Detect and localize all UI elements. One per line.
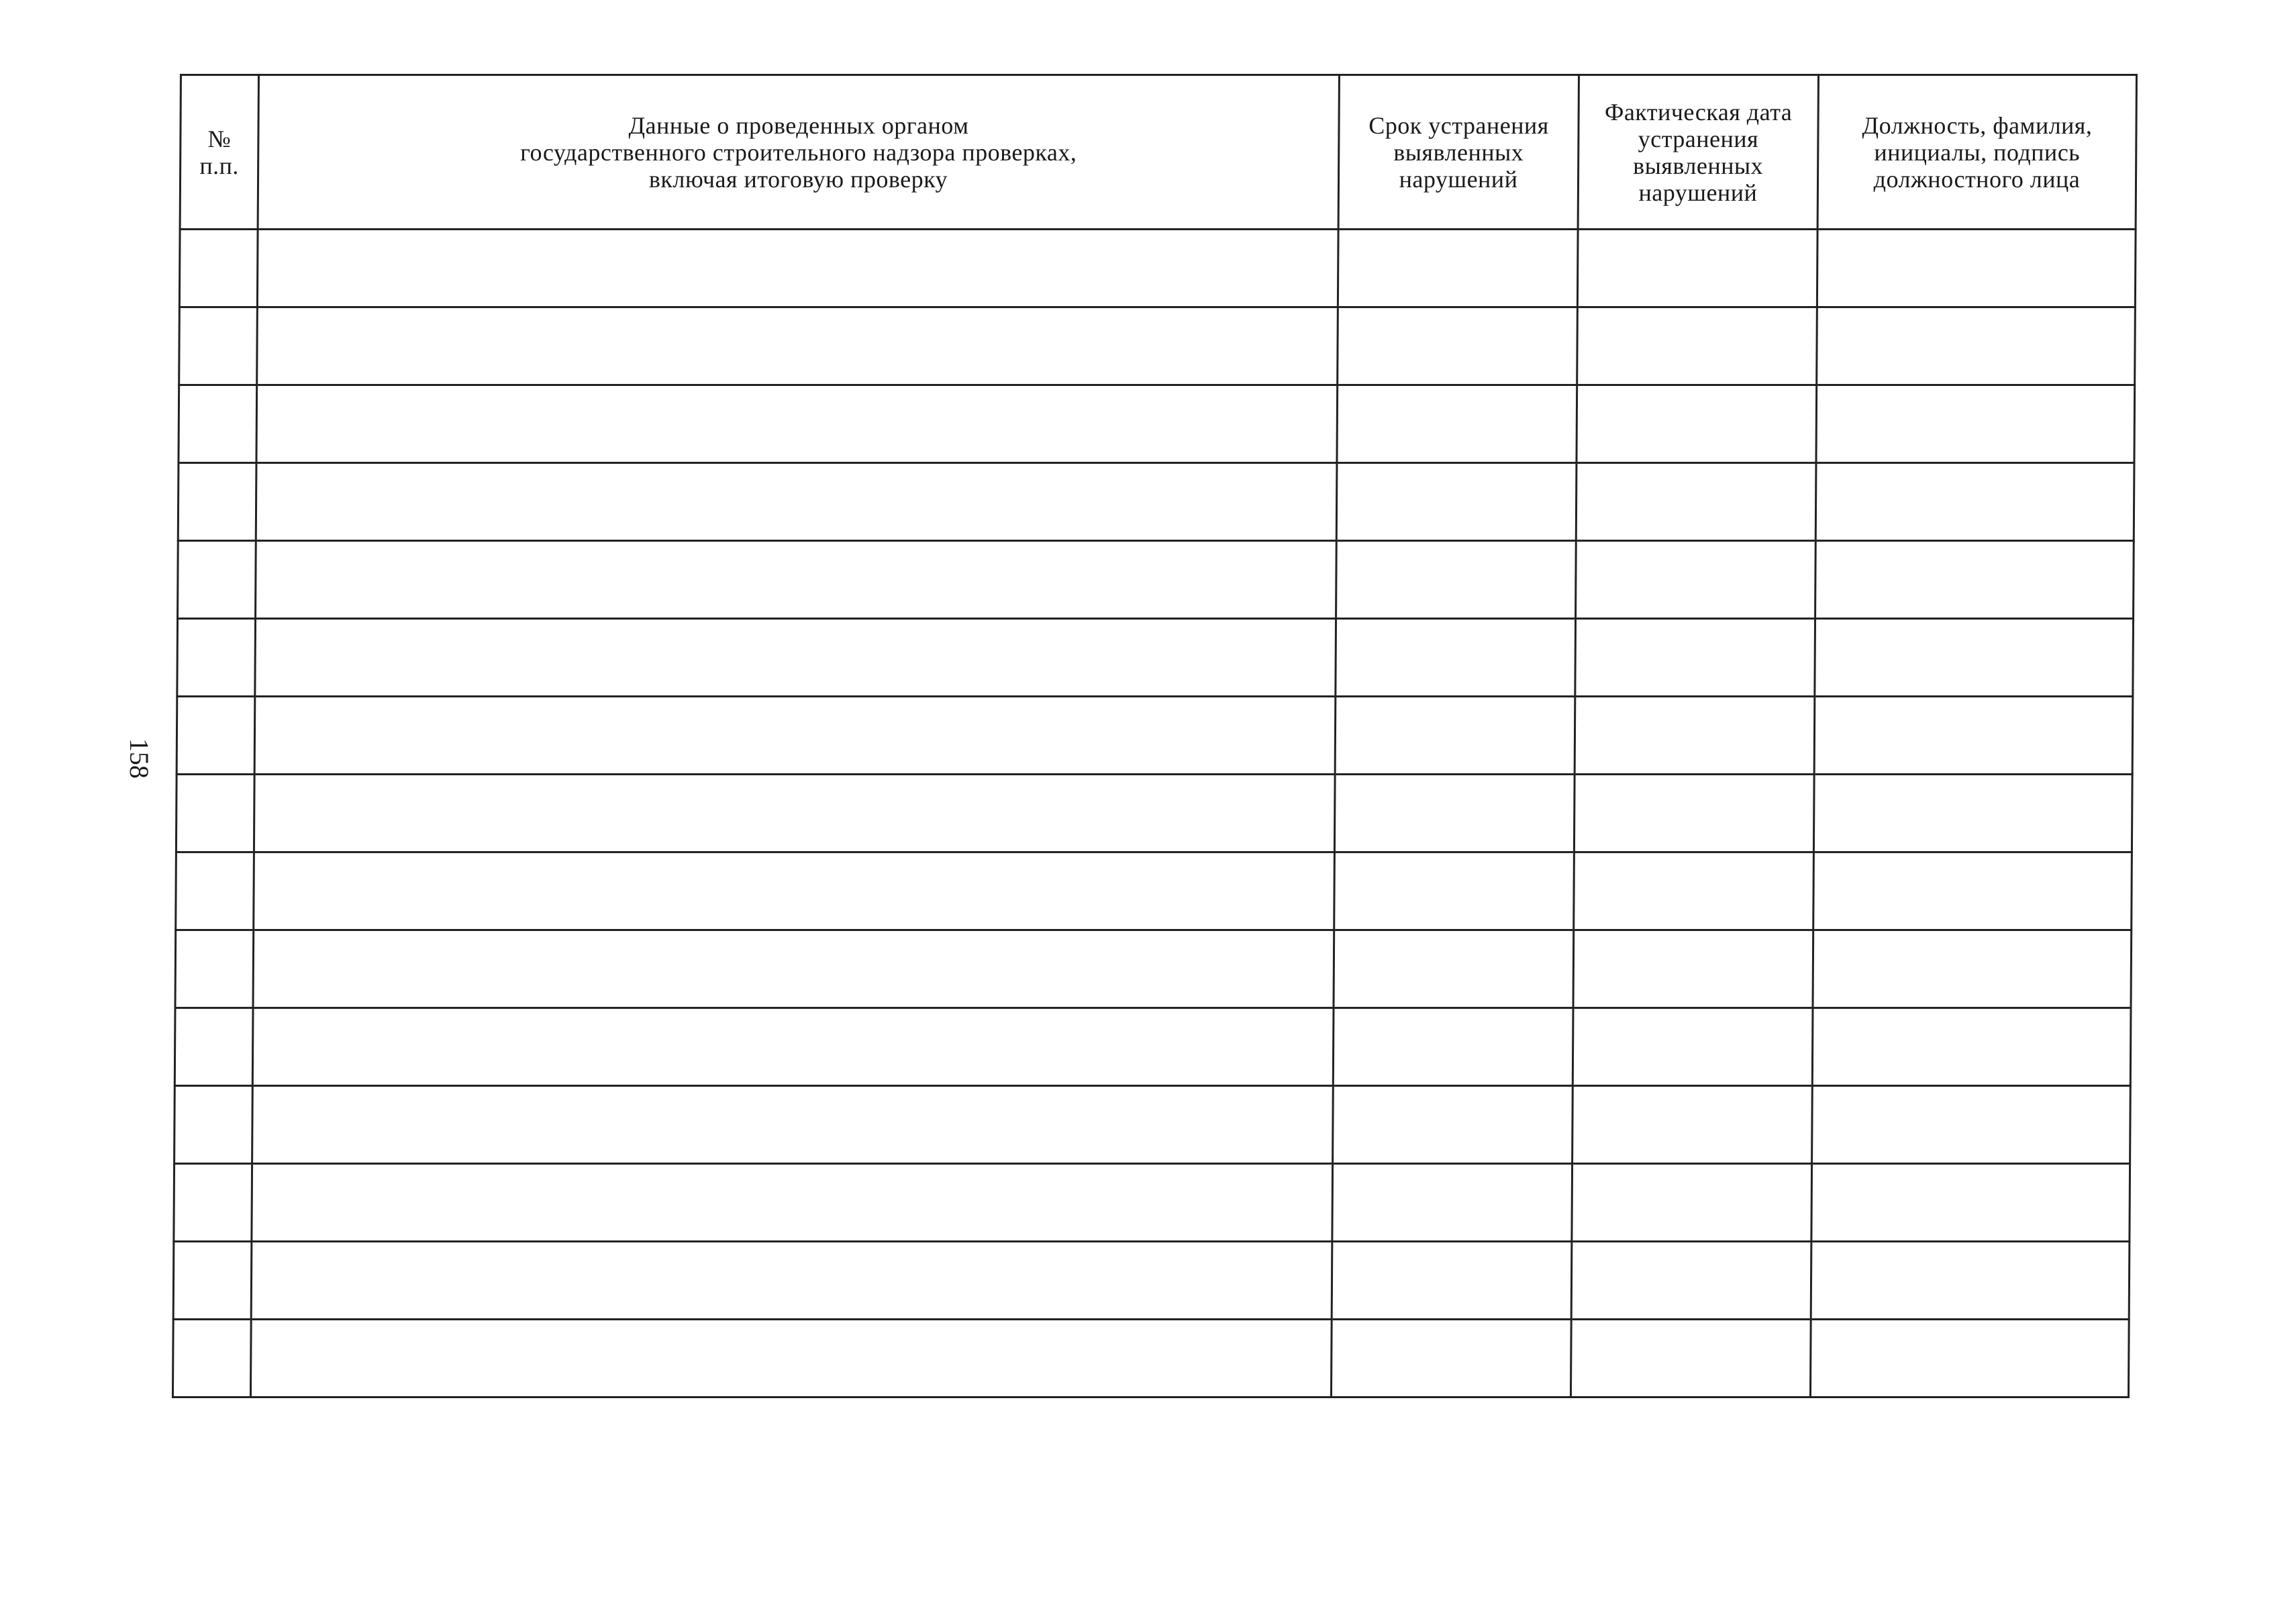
cell-deadline[interactable]: [1333, 1086, 1573, 1164]
table-row: [175, 930, 2132, 1008]
cell-number[interactable]: [176, 775, 254, 852]
cell-number[interactable]: [172, 1320, 251, 1398]
cell-deadline[interactable]: [1335, 697, 1575, 775]
cell-actual-date[interactable]: [1577, 385, 1817, 463]
cell-inspection-data[interactable]: [254, 775, 1335, 852]
cell-official-signature[interactable]: [1813, 852, 2132, 930]
cell-official-signature[interactable]: [1815, 619, 2134, 697]
table-row: [179, 307, 2136, 385]
header-deadline: Срок устранения выявленных нарушений: [1338, 75, 1579, 230]
cell-deadline[interactable]: [1334, 775, 1575, 852]
cell-actual-date[interactable]: [1575, 697, 1815, 775]
cell-actual-date[interactable]: [1575, 619, 1815, 697]
cell-number[interactable]: [174, 1086, 253, 1164]
cell-official-signature[interactable]: [1812, 1086, 2131, 1164]
table-row: [174, 1008, 2131, 1086]
header-number: № п.п.: [180, 75, 258, 230]
cell-actual-date[interactable]: [1577, 307, 1817, 385]
cell-inspection-data[interactable]: [252, 1164, 1333, 1242]
cell-deadline[interactable]: [1338, 230, 1578, 307]
cell-number[interactable]: [174, 1164, 252, 1242]
table-row: [179, 230, 2136, 307]
cell-actual-date[interactable]: [1574, 852, 1814, 930]
cell-actual-date[interactable]: [1571, 1242, 1811, 1320]
cell-deadline[interactable]: [1338, 307, 1578, 385]
cell-actual-date[interactable]: [1572, 1164, 1812, 1242]
cell-deadline[interactable]: [1331, 1320, 1571, 1398]
table-row: [174, 1086, 2131, 1164]
cell-official-signature[interactable]: [1811, 1242, 2130, 1320]
cell-inspection-data[interactable]: [253, 930, 1334, 1008]
cell-inspection-data[interactable]: [252, 1086, 1334, 1164]
table-row: [179, 385, 2135, 463]
cell-number[interactable]: [175, 930, 254, 1008]
table-row: [172, 1320, 2129, 1398]
cell-official-signature[interactable]: [1816, 385, 2135, 463]
header-inspection-data: Данные о проведенных органом государственного строительного надзора проверках, включая итоговую проверку: [258, 75, 1339, 230]
table-row: [173, 1242, 2130, 1320]
cell-actual-date[interactable]: [1573, 1008, 1813, 1086]
cell-deadline[interactable]: [1334, 852, 1575, 930]
cell-number[interactable]: [178, 463, 256, 541]
table-body: [172, 230, 2136, 1398]
page-number: 158: [124, 738, 155, 779]
cell-deadline[interactable]: [1334, 930, 1574, 1008]
cell-deadline[interactable]: [1336, 463, 1577, 541]
cell-official-signature[interactable]: [1810, 1320, 2129, 1398]
header-official-signature: Должность, фамилия, инициалы, подпись должностного лица: [1817, 75, 2136, 230]
cell-inspection-data[interactable]: [252, 1008, 1334, 1086]
cell-deadline[interactable]: [1337, 385, 1577, 463]
table-row: [177, 619, 2134, 697]
cell-actual-date[interactable]: [1577, 230, 1817, 307]
cell-official-signature[interactable]: [1811, 1164, 2130, 1242]
cell-deadline[interactable]: [1333, 1008, 1573, 1086]
cell-inspection-data[interactable]: [251, 1242, 1332, 1320]
cell-official-signature[interactable]: [1813, 775, 2132, 852]
cell-inspection-data[interactable]: [254, 852, 1335, 930]
cell-inspection-data[interactable]: [257, 307, 1338, 385]
cell-actual-date[interactable]: [1576, 463, 1816, 541]
header-actual-date: Фактическая дата устранения выявленных нарушений: [1578, 75, 1818, 230]
cell-official-signature[interactable]: [1817, 307, 2136, 385]
cell-number[interactable]: [177, 619, 256, 697]
table-row: [177, 697, 2133, 775]
cell-number[interactable]: [178, 541, 256, 619]
table-row: [178, 541, 2134, 619]
table-header-row: [180, 75, 2136, 230]
cell-number[interactable]: [177, 697, 255, 775]
cell-number[interactable]: [179, 385, 257, 463]
cell-official-signature[interactable]: [1815, 463, 2134, 541]
table-row: [178, 463, 2134, 541]
cell-number[interactable]: [176, 852, 254, 930]
cell-number[interactable]: [179, 307, 258, 385]
cell-inspection-data[interactable]: [250, 1320, 1332, 1398]
cell-inspection-data[interactable]: [256, 463, 1337, 541]
cell-inspection-data[interactable]: [257, 230, 1338, 307]
table-row: [176, 775, 2132, 852]
inspections-table: [172, 74, 2138, 1398]
cell-official-signature[interactable]: [1812, 1008, 2131, 1086]
cell-deadline[interactable]: [1336, 619, 1576, 697]
cell-actual-date[interactable]: [1574, 775, 1814, 852]
cell-deadline[interactable]: [1332, 1164, 1573, 1242]
table-row: [176, 852, 2132, 930]
cell-official-signature[interactable]: [1813, 930, 2132, 1008]
cell-inspection-data[interactable]: [255, 619, 1336, 697]
cell-inspection-data[interactable]: [256, 541, 1337, 619]
cell-number[interactable]: [174, 1008, 253, 1086]
cell-official-signature[interactable]: [1817, 230, 2136, 307]
cell-deadline[interactable]: [1332, 1242, 1572, 1320]
cell-inspection-data[interactable]: [256, 385, 1338, 463]
cell-actual-date[interactable]: [1576, 541, 1816, 619]
cell-number[interactable]: [173, 1242, 252, 1320]
cell-actual-date[interactable]: [1570, 1320, 1811, 1398]
cell-official-signature[interactable]: [1815, 541, 2134, 619]
cell-actual-date[interactable]: [1573, 1086, 1813, 1164]
cell-actual-date[interactable]: [1573, 930, 1813, 1008]
cell-official-signature[interactable]: [1814, 697, 2133, 775]
table-row: [174, 1164, 2130, 1242]
cell-number[interactable]: [179, 230, 258, 307]
cell-inspection-data[interactable]: [254, 697, 1336, 775]
cell-deadline[interactable]: [1336, 541, 1577, 619]
